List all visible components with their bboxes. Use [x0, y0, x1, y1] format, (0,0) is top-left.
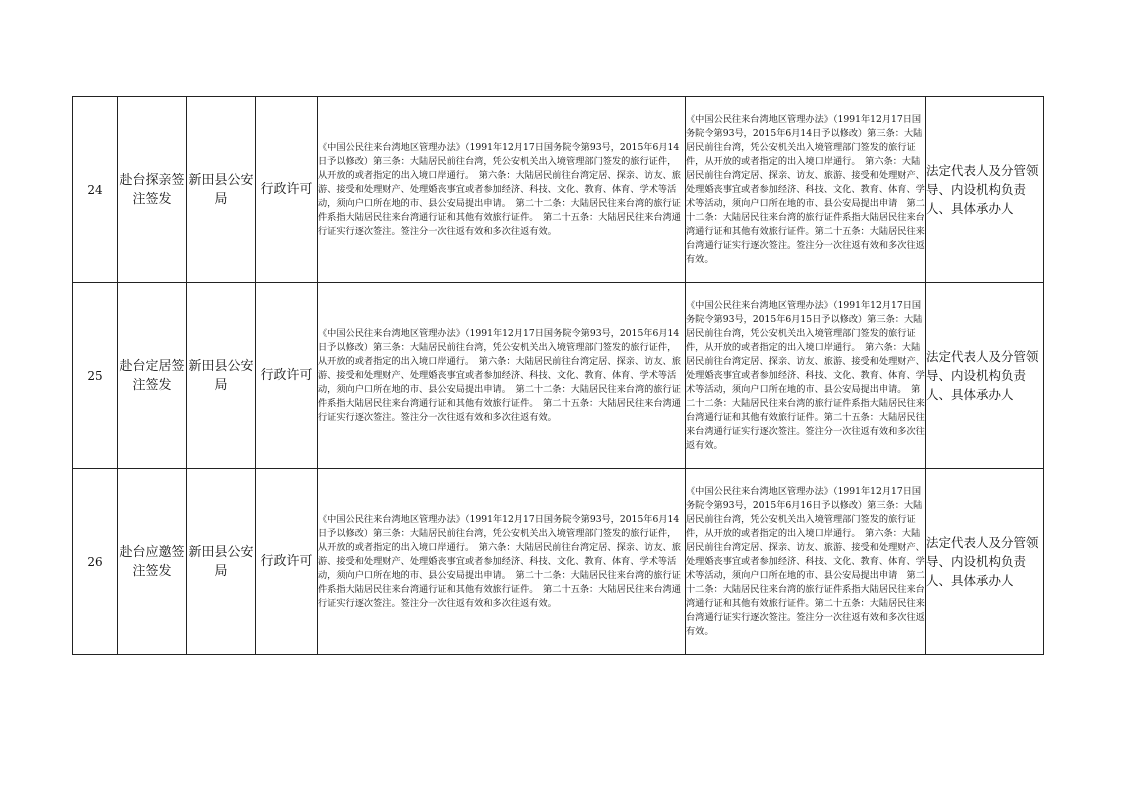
department: [187, 97, 256, 283]
power-type: 行政许可: [256, 97, 318, 283]
legal-basis-text: 《中国公民往来台湾地区管理办法》（1991年12月17日国务院令第93号，2015年6月14日予以修改）第三条：大陆居民前往台湾，凭公安机关出入境管理部门签发的旅行证件，从开放的或者指定的出入境口岸通行。 第六条：大陆居民前往台湾定居、探亲、访友、旅游、接受和处理财产、处理婚丧事宜或者参加经济、科技、文化、教育、体育、学术等活动，须向户口所在地的市、县公安局提出申请。 第二十二条：大陆居民往来台湾的旅行证件系指大陆居民往来台湾通行证和其他有效旅行证件。 第二十五条：大陆居民往来台湾通行证实行逐次签注。签注分一次往返有效和多次往返有效。: [318, 141, 681, 237]
item-name-text: 赴台定居签注签发: [119, 358, 185, 393]
legal-basis: [318, 97, 686, 283]
legal-basis: [318, 469, 686, 655]
item-name-text: 赴台探亲签注签发: [119, 172, 185, 207]
responsible-party-text: 法定代表人及分管领导、内设机构负责人、具体承办人: [926, 349, 1039, 402]
responsible-party-text: 法定代表人及分管领导、内设机构负责人、具体承办人: [926, 163, 1039, 216]
power-type: 行政许可: [256, 469, 318, 655]
responsibility-basis: [686, 283, 926, 469]
power-type: 行政许可: [256, 283, 318, 469]
department: [187, 469, 256, 655]
responsible-party: [926, 97, 1044, 283]
row-number: 25: [73, 283, 118, 469]
responsible-party-text: 法定代表人及分管领导、内设机构负责人、具体承办人: [926, 535, 1039, 588]
department-text: 新田县公安局: [188, 358, 254, 393]
item-name: [118, 283, 187, 469]
table-row: [73, 283, 1044, 469]
legal-basis: [318, 283, 686, 469]
item-name: [118, 97, 187, 283]
legal-basis-text: 《中国公民往来台湾地区管理办法》（1991年12月17日国务院令第93号，2015年6月14日予以修改）第三条：大陆居民前往台湾，凭公安机关出入境管理部门签发的旅行证件，从开放的或者指定的出入境口岸通行。 第六条：大陆居民前往台湾定居、探亲、访友、旅游、接受和处理财产、处理婚丧事宜或者参加经济、科技、文化、教育、体育、学术等活动，须向户口所在地的市、县公安局提出申请。 第二十二条：大陆居民往来台湾的旅行证件系指大陆居民往来台湾通行证和其他有效旅行证件。 第二十五条：大陆居民往来台湾通行证实行逐次签注。签注分一次往返有效和多次往返有效。: [318, 513, 681, 609]
responsibility-basis: [686, 97, 926, 283]
responsibility-basis-text: 《中国公民往来台湾地区管理办法》（1991年12月17日国务院令第93号，2015年6月15日予以修改）第三条：大陆居民前往台湾，凭公安机关出入境管理部门签发的旅行证件，从开放的或者指定的出入境口岸通行。 第六条：大陆居民前往台湾定居、探亲、访友、旅游、接受和处理财产、处理婚丧事宜或者参加经济、科技、文化、教育、体育、学术等活动，须向户口所在地的市、县公安局提出申请。 第二十二条：大陆居民往来台湾的旅行证件系指大陆居民往来台湾通行证和其他有效旅行证件。第二十五条：大陆居民往来台湾通行证实行逐次签注。签注分一次往返有效和多次往返有效。: [686, 299, 925, 451]
table-row: [73, 97, 1044, 283]
responsible-party: [926, 283, 1044, 469]
item-name-text: 赴台应邀签注签发: [119, 544, 185, 579]
department-text: 新田县公安局: [188, 544, 254, 579]
item-name: [118, 469, 187, 655]
row-number: 24: [73, 97, 118, 283]
responsibility-basis-text: 《中国公民往来台湾地区管理办法》（1991年12月17日国务院令第93号，2015年6月14日予以修改）第三条：大陆居民前往台湾，凭公安机关出入境管理部门签发的旅行证件，从开放的或者指定的出入境口岸通行。 第六条：大陆居民前往台湾定居、探亲、访友、旅游、接受和处理财产、处理婚丧事宜或者参加经济、科技、文化、教育、体育、学术等活动，须向户口所在地的市、县公安局提出申请 第二十二条：大陆居民往来台湾的旅行证件系指大陆居民往来台湾通行证和其他有效旅行证件。第二十五条：大陆居民往来台湾通行证实行逐次签注。签注分一次往返有效和多次往返有效。: [686, 113, 925, 265]
power-list-table: [72, 96, 1044, 655]
legal-basis-text: 《中国公民往来台湾地区管理办法》（1991年12月17日国务院令第93号，2015年6月14日予以修改）第三条：大陆居民前往台湾，凭公安机关出入境管理部门签发的旅行证件，从开放的或者指定的出入境口岸通行。 第六条：大陆居民前往台湾定居、探亲、访友、旅游、接受和处理财产、处理婚丧事宜或者参加经济、科技、文化、教育、体育、学术等活动，须向户口所在地的市、县公安局提出申请。 第二十二条：大陆居民往来台湾的旅行证件系指大陆居民往来台湾通行证和其他有效旅行证件。 第二十五条：大陆居民往来台湾通行证实行逐次签注。签注分一次往返有效和多次往返有效。: [318, 327, 681, 423]
responsibility-basis-text: 《中国公民往来台湾地区管理办法》（1991年12月17日国务院令第93号，2015年6月16日予以修改）第三条：大陆居民前往台湾，凭公安机关出入境管理部门签发的旅行证件，从开放的或者指定的出入境口岸通行。 第六条：大陆居民前往台湾定居、探亲、访友、旅游、接受和处理财产、处理婚丧事宜或者参加经济、科技、文化、教育、体育、学术等活动，须向户口所在地的市、县公安局提出申请 第二十二条：大陆居民往来台湾的旅行证件系指大陆居民往来台湾通行证和其他有效旅行证件。第二十五条：大陆居民往来台湾通行证实行逐次签注。签注分一次往返有效和多次往返有效。: [686, 485, 925, 637]
table-row: [73, 469, 1044, 655]
department-text: 新田县公安局: [188, 172, 254, 207]
responsible-party: [926, 469, 1044, 655]
responsibility-basis: [686, 469, 926, 655]
department: [187, 283, 256, 469]
row-number: 26: [73, 469, 118, 655]
